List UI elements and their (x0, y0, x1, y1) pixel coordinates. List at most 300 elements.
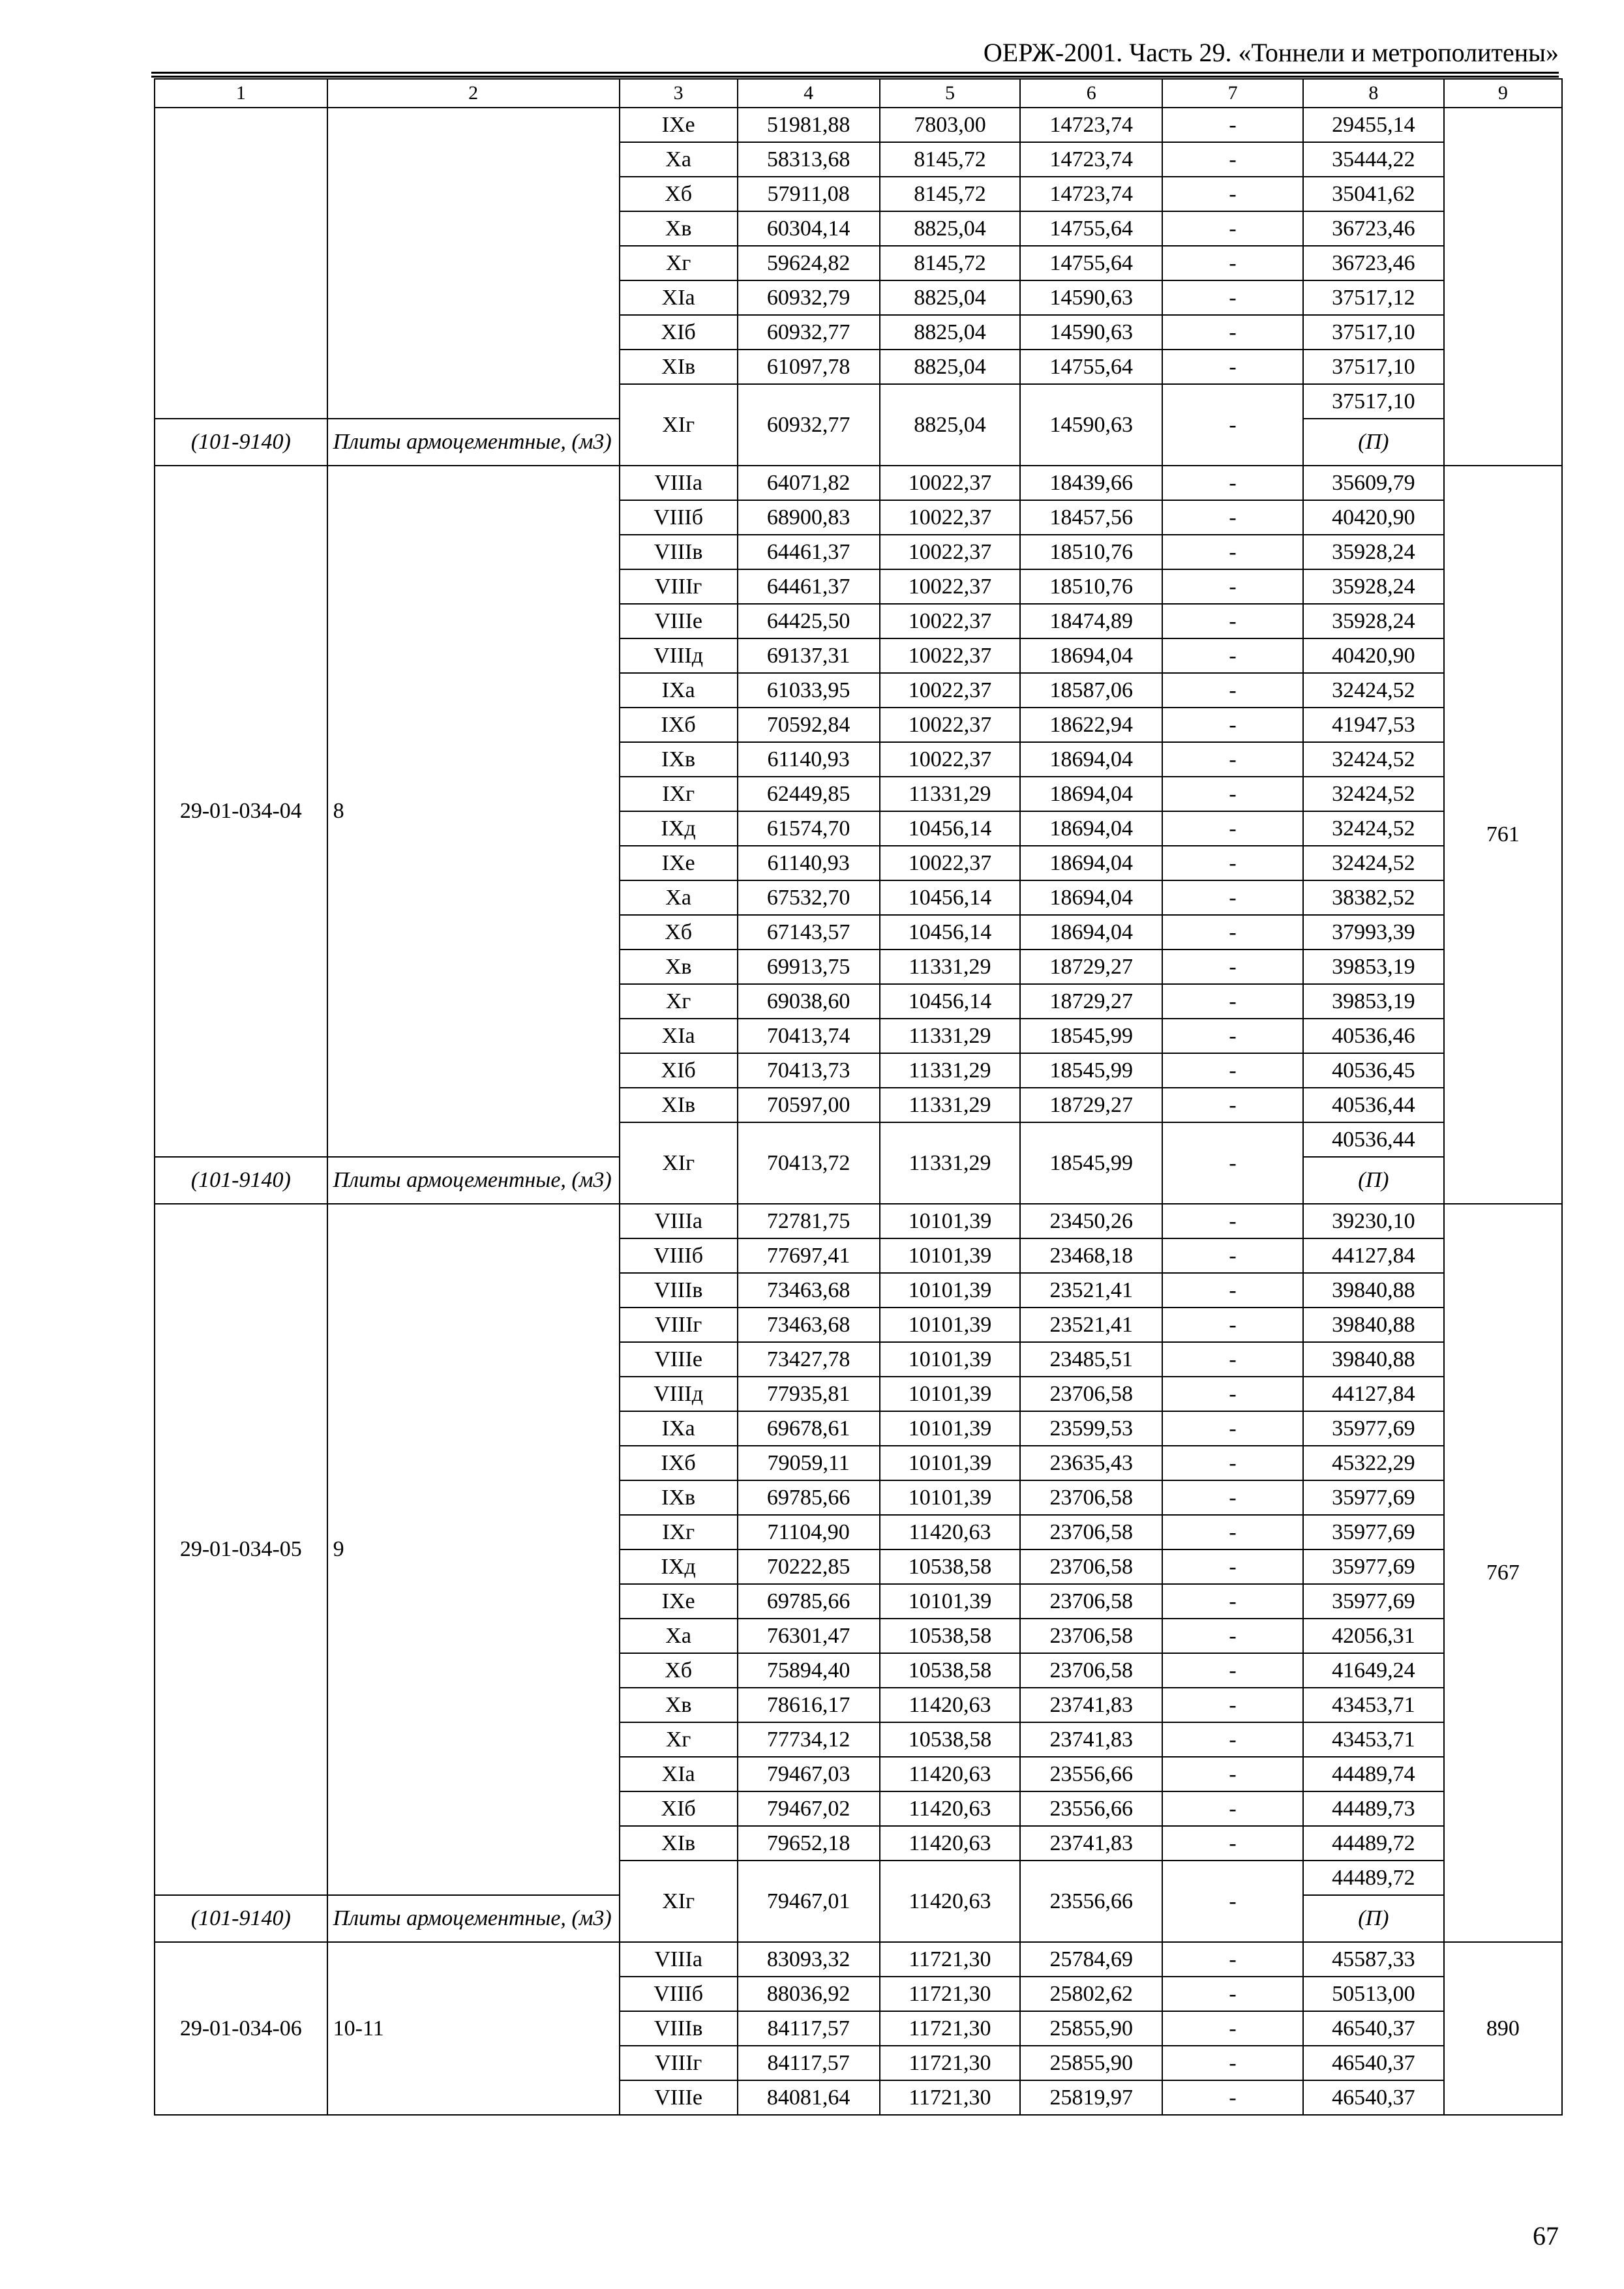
zone-cell: IXб (620, 708, 738, 742)
table-row (155, 466, 1562, 500)
materials-cell: 45322,29 (1303, 1446, 1444, 1480)
wages-cell: 11721,30 (880, 2080, 1021, 2115)
machines-cell: 18729,27 (1020, 950, 1162, 984)
machinist-wages-cell: - (1162, 708, 1303, 742)
materials-cell: 35928,24 (1303, 535, 1444, 569)
material-value-cell: (П) (1303, 419, 1444, 466)
machines-cell: 23741,83 (1020, 1688, 1162, 1722)
machinist-wages-cell: - (1162, 177, 1303, 211)
machines-cell: 23706,58 (1020, 1584, 1162, 1619)
total-cost-cell: 69137,31 (738, 638, 880, 673)
total-cost-cell: 73463,68 (738, 1308, 880, 1342)
machines-cell: 23706,58 (1020, 1480, 1162, 1515)
materials-cell: 42056,31 (1303, 1619, 1444, 1653)
total-cost-cell: 60932,77 (738, 384, 880, 466)
total-cost-cell: 79467,01 (738, 1861, 880, 1942)
materials-cell: 44489,72 (1303, 1826, 1444, 1861)
materials-cell: 39853,19 (1303, 950, 1444, 984)
zone-cell: XIб (620, 1791, 738, 1826)
machinist-wages-cell: - (1162, 315, 1303, 350)
materials-cell: 37517,10 (1303, 350, 1444, 384)
zone-cell: XIв (620, 1826, 738, 1861)
table-row (155, 108, 1562, 142)
wages-cell: 10456,14 (880, 984, 1021, 1019)
zone-cell: XIб (620, 315, 738, 350)
total-cost-cell: 78616,17 (738, 1688, 880, 1722)
total-cost-cell: 88036,92 (738, 1977, 880, 2011)
wages-cell: 11331,29 (880, 1122, 1021, 1204)
total-cost-cell: 79467,02 (738, 1791, 880, 1826)
machines-cell: 23706,58 (1020, 1515, 1162, 1549)
materials-cell: 41947,53 (1303, 708, 1444, 742)
machines-cell: 23521,41 (1020, 1308, 1162, 1342)
machines-cell: 18694,04 (1020, 811, 1162, 846)
zone-cell: VIIIв (620, 2011, 738, 2046)
wages-cell: 11420,63 (880, 1688, 1021, 1722)
zone-cell: VIIIг (620, 2046, 738, 2080)
materials-cell: 50513,00 (1303, 1977, 1444, 2011)
machinist-wages-cell: - (1162, 984, 1303, 1019)
total-cost-cell: 76301,47 (738, 1619, 880, 1653)
machines-cell: 18439,66 (1020, 466, 1162, 500)
machinist-wages-cell: - (1162, 846, 1303, 880)
column-number: 2 (327, 79, 620, 108)
zone-cell: IXб (620, 1446, 738, 1480)
wages-cell: 10022,37 (880, 708, 1021, 742)
machines-cell: 18545,99 (1020, 1019, 1162, 1053)
machinist-wages-cell: - (1162, 950, 1303, 984)
materials-cell: 35928,24 (1303, 569, 1444, 604)
zone-cell: VIIIг (620, 569, 738, 604)
machinist-wages-cell: - (1162, 280, 1303, 315)
materials-cell: 40536,44 (1303, 1122, 1444, 1157)
zone-cell: VIIIв (620, 1273, 738, 1308)
machines-cell: 14723,74 (1020, 108, 1162, 142)
machines-cell: 18545,99 (1020, 1053, 1162, 1088)
machinist-wages-cell: - (1162, 1019, 1303, 1053)
machinist-wages-cell: - (1162, 1722, 1303, 1757)
machinist-wages-cell: - (1162, 1826, 1303, 1861)
material-name-cell: Плиты армоцементные, (м3) (327, 1157, 620, 1204)
machines-cell: 18694,04 (1020, 846, 1162, 880)
zone-cell: IXг (620, 777, 738, 811)
wages-cell: 10101,39 (880, 1584, 1021, 1619)
materials-cell: 38382,52 (1303, 880, 1444, 915)
table-row (155, 1942, 1562, 1977)
machinist-wages-cell: - (1162, 466, 1303, 500)
wages-cell: 10456,14 (880, 915, 1021, 950)
wages-cell: 10022,37 (880, 846, 1021, 880)
wages-cell: 8825,04 (880, 211, 1021, 246)
total-cost-cell: 69913,75 (738, 950, 880, 984)
machines-cell: 18474,89 (1020, 604, 1162, 638)
rate-code-cell: 29-01-034-06 (155, 1942, 327, 2115)
machinist-wages-cell: - (1162, 1977, 1303, 2011)
total-cost-cell: 79652,18 (738, 1826, 880, 1861)
column-number: 9 (1444, 79, 1562, 108)
materials-cell: 40420,90 (1303, 500, 1444, 535)
total-cost-cell: 70597,00 (738, 1088, 880, 1122)
machines-cell: 23635,43 (1020, 1446, 1162, 1480)
zone-cell: VIIIд (620, 1377, 738, 1411)
machinist-wages-cell: - (1162, 1204, 1303, 1238)
total-cost-cell: 60932,79 (738, 280, 880, 315)
total-cost-cell: 61140,93 (738, 846, 880, 880)
wages-cell: 8145,72 (880, 177, 1021, 211)
machines-cell: 14755,64 (1020, 211, 1162, 246)
material-value-cell: (П) (1303, 1895, 1444, 1942)
machinist-wages-cell: - (1162, 1411, 1303, 1446)
work-name-cell: 8 (327, 466, 620, 1157)
rates-table-body (155, 79, 1562, 2115)
total-cost-cell: 68900,83 (738, 500, 880, 535)
total-cost-cell: 69678,61 (738, 1411, 880, 1446)
materials-cell: 35977,69 (1303, 1480, 1444, 1515)
zone-cell: VIIIб (620, 1977, 738, 2011)
machinist-wages-cell: - (1162, 1653, 1303, 1688)
column-number: 7 (1162, 79, 1303, 108)
rate-code-cell: 29-01-034-04 (155, 466, 327, 1157)
machines-cell: 23468,18 (1020, 1238, 1162, 1273)
machines-cell: 18694,04 (1020, 638, 1162, 673)
total-cost-cell: 70222,85 (738, 1549, 880, 1584)
materials-cell: 44489,74 (1303, 1757, 1444, 1791)
materials-cell: 37517,10 (1303, 315, 1444, 350)
machinist-wages-cell: - (1162, 604, 1303, 638)
zone-cell: Xв (620, 950, 738, 984)
materials-cell: 44489,72 (1303, 1861, 1444, 1895)
machines-cell: 18587,06 (1020, 673, 1162, 708)
total-cost-cell: 70413,73 (738, 1053, 880, 1088)
materials-cell: 32424,52 (1303, 777, 1444, 811)
materials-cell: 44127,84 (1303, 1238, 1444, 1273)
machinist-wages-cell: - (1162, 1273, 1303, 1308)
labor-cell: 890 (1444, 1942, 1562, 2115)
machines-cell: 25855,90 (1020, 2011, 1162, 2046)
materials-cell: 46540,37 (1303, 2080, 1444, 2115)
total-cost-cell: 77935,81 (738, 1377, 880, 1411)
rate-code-cell (155, 108, 327, 419)
zone-cell: IXa (620, 1411, 738, 1446)
materials-cell: 35444,22 (1303, 142, 1444, 177)
table-row (155, 1204, 1562, 1238)
wages-cell: 11721,30 (880, 1942, 1021, 1977)
material-name-cell: Плиты армоцементные, (м3) (327, 419, 620, 466)
materials-cell: 40536,45 (1303, 1053, 1444, 1088)
wages-cell: 11331,29 (880, 1019, 1021, 1053)
zone-cell: VIIIe (620, 604, 738, 638)
machines-cell: 14590,63 (1020, 315, 1162, 350)
zone-cell: XIг (620, 384, 738, 466)
zone-cell: IXв (620, 1480, 738, 1515)
machines-cell: 23706,58 (1020, 1377, 1162, 1411)
materials-cell: 29455,14 (1303, 108, 1444, 142)
machinist-wages-cell: - (1162, 1308, 1303, 1342)
materials-cell: 32424,52 (1303, 846, 1444, 880)
wages-cell: 10022,37 (880, 638, 1021, 673)
machinist-wages-cell: - (1162, 1619, 1303, 1653)
zone-cell: XIг (620, 1861, 738, 1942)
total-cost-cell: 59624,82 (738, 246, 880, 280)
materials-cell: 37993,39 (1303, 915, 1444, 950)
machinist-wages-cell: - (1162, 1088, 1303, 1122)
machines-cell: 25855,90 (1020, 2046, 1162, 2080)
total-cost-cell: 84117,57 (738, 2011, 880, 2046)
wages-cell: 10101,39 (880, 1308, 1021, 1342)
materials-cell: 46540,37 (1303, 2011, 1444, 2046)
materials-cell: 39840,88 (1303, 1342, 1444, 1377)
wages-cell: 10022,37 (880, 673, 1021, 708)
total-cost-cell: 64461,37 (738, 535, 880, 569)
materials-cell: 35977,69 (1303, 1584, 1444, 1619)
machines-cell: 25802,62 (1020, 1977, 1162, 2011)
material-value-cell: (П) (1303, 1157, 1444, 1204)
machines-cell: 18622,94 (1020, 708, 1162, 742)
machines-cell: 23706,58 (1020, 1549, 1162, 1584)
machines-cell: 23706,58 (1020, 1619, 1162, 1653)
material-code-cell: (101-9140) (155, 419, 327, 466)
materials-cell: 36723,46 (1303, 246, 1444, 280)
machinist-wages-cell: - (1162, 384, 1303, 466)
header-rule-bottom (151, 76, 1559, 78)
zone-cell: Xб (620, 1653, 738, 1688)
wages-cell: 10456,14 (880, 880, 1021, 915)
total-cost-cell: 84081,64 (738, 2080, 880, 2115)
machinist-wages-cell: - (1162, 1342, 1303, 1377)
machinist-wages-cell: - (1162, 915, 1303, 950)
machinist-wages-cell: - (1162, 742, 1303, 777)
material-code-cell: (101-9140) (155, 1157, 327, 1204)
machinist-wages-cell: - (1162, 1791, 1303, 1826)
wages-cell: 11420,63 (880, 1757, 1021, 1791)
total-cost-cell: 61574,70 (738, 811, 880, 846)
wages-cell: 11420,63 (880, 1791, 1021, 1826)
zone-cell: VIIIб (620, 1238, 738, 1273)
machines-cell: 23556,66 (1020, 1791, 1162, 1826)
zone-cell: IXa (620, 673, 738, 708)
machines-cell: 23450,26 (1020, 1204, 1162, 1238)
wages-cell: 8825,04 (880, 315, 1021, 350)
machines-cell: 18694,04 (1020, 777, 1162, 811)
machinist-wages-cell: - (1162, 1549, 1303, 1584)
machinist-wages-cell: - (1162, 569, 1303, 604)
total-cost-cell: 69038,60 (738, 984, 880, 1019)
wages-cell: 11420,63 (880, 1515, 1021, 1549)
machinist-wages-cell: - (1162, 2011, 1303, 2046)
total-cost-cell: 61097,78 (738, 350, 880, 384)
wages-cell: 11721,30 (880, 2011, 1021, 2046)
material-code-cell: (101-9140) (155, 1895, 327, 1942)
materials-cell: 39230,10 (1303, 1204, 1444, 1238)
machines-cell: 18457,56 (1020, 500, 1162, 535)
machinist-wages-cell: - (1162, 811, 1303, 846)
zone-cell: Xг (620, 1722, 738, 1757)
total-cost-cell: 61033,95 (738, 673, 880, 708)
total-cost-cell: 69785,66 (738, 1584, 880, 1619)
total-cost-cell: 79467,03 (738, 1757, 880, 1791)
machinist-wages-cell: - (1162, 1446, 1303, 1480)
machines-cell: 14755,64 (1020, 246, 1162, 280)
machines-cell: 23556,66 (1020, 1861, 1162, 1942)
total-cost-cell: 51981,88 (738, 108, 880, 142)
machinist-wages-cell: - (1162, 500, 1303, 535)
wages-cell: 10101,39 (880, 1273, 1021, 1308)
machinist-wages-cell: - (1162, 673, 1303, 708)
machines-cell: 18510,76 (1020, 535, 1162, 569)
zone-cell: Xa (620, 142, 738, 177)
materials-cell: 37517,12 (1303, 280, 1444, 315)
work-name-cell: 10-11 (327, 1942, 620, 2115)
wages-cell: 11420,63 (880, 1826, 1021, 1861)
materials-cell: 39840,88 (1303, 1273, 1444, 1308)
column-number: 4 (738, 79, 880, 108)
machines-cell: 18510,76 (1020, 569, 1162, 604)
total-cost-cell: 64071,82 (738, 466, 880, 500)
wages-cell: 10456,14 (880, 811, 1021, 846)
wages-cell: 10538,58 (880, 1619, 1021, 1653)
wages-cell: 10101,39 (880, 1342, 1021, 1377)
total-cost-cell: 70413,74 (738, 1019, 880, 1053)
materials-cell: 40536,44 (1303, 1088, 1444, 1122)
machines-cell: 18694,04 (1020, 915, 1162, 950)
machinist-wages-cell: - (1162, 1515, 1303, 1549)
machinist-wages-cell: - (1162, 1053, 1303, 1088)
zone-cell: VIIIe (620, 1342, 738, 1377)
wages-cell: 10022,37 (880, 569, 1021, 604)
zone-cell: VIIIд (620, 638, 738, 673)
wages-cell: 10022,37 (880, 500, 1021, 535)
wages-cell: 8825,04 (880, 350, 1021, 384)
total-cost-cell: 73427,78 (738, 1342, 880, 1377)
materials-cell: 35928,24 (1303, 604, 1444, 638)
wages-cell: 8825,04 (880, 280, 1021, 315)
materials-cell: 45587,33 (1303, 1942, 1444, 1977)
total-cost-cell: 58313,68 (738, 142, 880, 177)
wages-cell: 8145,72 (880, 246, 1021, 280)
zone-cell: XIa (620, 280, 738, 315)
machinist-wages-cell: - (1162, 1757, 1303, 1791)
machines-cell: 23521,41 (1020, 1273, 1162, 1308)
total-cost-cell: 69785,66 (738, 1480, 880, 1515)
total-cost-cell: 77697,41 (738, 1238, 880, 1273)
total-cost-cell: 64461,37 (738, 569, 880, 604)
machines-cell: 23706,58 (1020, 1653, 1162, 1688)
materials-cell: 36723,46 (1303, 211, 1444, 246)
materials-cell: 40420,90 (1303, 638, 1444, 673)
zone-cell: Xв (620, 211, 738, 246)
machines-cell: 23741,83 (1020, 1722, 1162, 1757)
machinist-wages-cell: - (1162, 1377, 1303, 1411)
total-cost-cell: 77734,12 (738, 1722, 880, 1757)
total-cost-cell: 83093,32 (738, 1942, 880, 1977)
labor-cell: 767 (1444, 1204, 1562, 1942)
zone-cell: Xг (620, 246, 738, 280)
zone-cell: VIIIв (620, 535, 738, 569)
machinist-wages-cell: - (1162, 108, 1303, 142)
wages-cell: 10101,39 (880, 1238, 1021, 1273)
total-cost-cell: 60932,77 (738, 315, 880, 350)
wages-cell: 10101,39 (880, 1204, 1021, 1238)
total-cost-cell: 72781,75 (738, 1204, 880, 1238)
wages-cell: 11721,30 (880, 2046, 1021, 2080)
materials-cell: 32424,52 (1303, 742, 1444, 777)
materials-cell: 32424,52 (1303, 673, 1444, 708)
machinist-wages-cell: - (1162, 1688, 1303, 1722)
total-cost-cell: 73463,68 (738, 1273, 880, 1308)
machinist-wages-cell: - (1162, 1122, 1303, 1204)
wages-cell: 10022,37 (880, 535, 1021, 569)
wages-cell: 7803,00 (880, 108, 1021, 142)
wages-cell: 10101,39 (880, 1480, 1021, 1515)
zone-cell: VIIIб (620, 500, 738, 535)
machines-cell: 23741,83 (1020, 1826, 1162, 1861)
machines-cell: 18545,99 (1020, 1122, 1162, 1204)
materials-cell: 39853,19 (1303, 984, 1444, 1019)
work-name-cell (327, 108, 620, 419)
total-cost-cell: 64425,50 (738, 604, 880, 638)
column-number: 3 (620, 79, 738, 108)
zone-cell: IXд (620, 811, 738, 846)
materials-cell: 37517,10 (1303, 384, 1444, 419)
zone-cell: XIб (620, 1053, 738, 1088)
wages-cell: 10101,39 (880, 1411, 1021, 1446)
wages-cell: 11721,30 (880, 1977, 1021, 2011)
wages-cell: 10022,37 (880, 466, 1021, 500)
machinist-wages-cell: - (1162, 246, 1303, 280)
materials-cell: 41649,24 (1303, 1653, 1444, 1688)
zone-cell: IXг (620, 1515, 738, 1549)
total-cost-cell: 61140,93 (738, 742, 880, 777)
machinist-wages-cell: - (1162, 2046, 1303, 2080)
materials-cell: 35041,62 (1303, 177, 1444, 211)
rate-code-cell: 29-01-034-05 (155, 1204, 327, 1895)
wages-cell: 11331,29 (880, 777, 1021, 811)
machinist-wages-cell: - (1162, 142, 1303, 177)
materials-cell: 44127,84 (1303, 1377, 1444, 1411)
machines-cell: 14590,63 (1020, 280, 1162, 315)
column-number: 5 (880, 79, 1021, 108)
zone-cell: XIa (620, 1019, 738, 1053)
header-rule-top (151, 72, 1559, 74)
materials-cell: 44489,73 (1303, 1791, 1444, 1826)
zone-cell: VIIIa (620, 466, 738, 500)
machinist-wages-cell: - (1162, 1584, 1303, 1619)
materials-cell: 35977,69 (1303, 1515, 1444, 1549)
zone-cell: VIIIe (620, 2080, 738, 2115)
column-number: 6 (1020, 79, 1162, 108)
machines-cell: 18729,27 (1020, 984, 1162, 1019)
wages-cell: 8145,72 (880, 142, 1021, 177)
wages-cell: 10101,39 (880, 1377, 1021, 1411)
machines-cell: 18694,04 (1020, 742, 1162, 777)
machines-cell: 23485,51 (1020, 1342, 1162, 1377)
machines-cell: 14723,74 (1020, 177, 1162, 211)
page-number: 67 (1533, 2221, 1559, 2251)
zone-cell: Xa (620, 1619, 738, 1653)
wages-cell: 11331,29 (880, 1053, 1021, 1088)
machinist-wages-cell: - (1162, 1238, 1303, 1273)
materials-cell: 35977,69 (1303, 1549, 1444, 1584)
total-cost-cell: 84117,57 (738, 2046, 880, 2080)
machinist-wages-cell: - (1162, 638, 1303, 673)
wages-cell: 11420,63 (880, 1861, 1021, 1942)
total-cost-cell: 57911,08 (738, 177, 880, 211)
wages-cell: 11331,29 (880, 950, 1021, 984)
machinist-wages-cell: - (1162, 1861, 1303, 1942)
column-number: 8 (1303, 79, 1444, 108)
machinist-wages-cell: - (1162, 350, 1303, 384)
materials-cell: 43453,71 (1303, 1688, 1444, 1722)
